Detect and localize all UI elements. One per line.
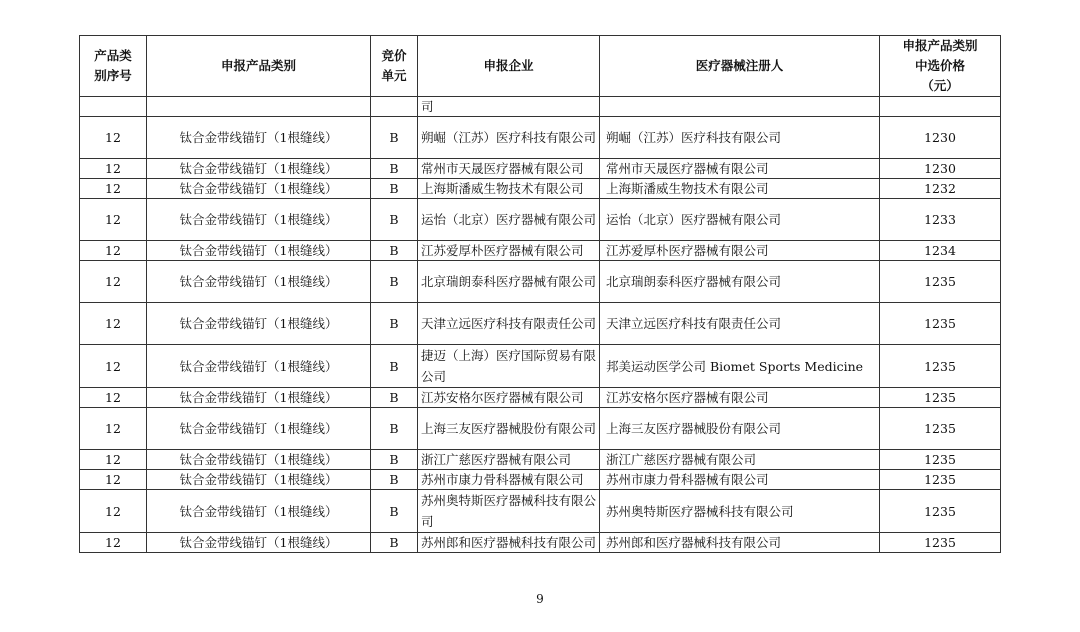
cell-seq: 12 [80,490,147,533]
cell-enterprise: 捷迈（上海）医疗国际贸易有限公司 [418,345,600,388]
cell-unit: B [371,450,418,470]
table-row [80,490,1001,533]
cell-unit: B [371,241,418,261]
cell-registrant: 常州市天晟医疗器械有限公司 [600,159,880,179]
cell-category: 钛合金带线锚钉（1根缝线） [147,490,371,533]
continuation-row [80,97,1001,117]
cell-price: 1234 [880,241,1001,261]
cell-seq: 12 [80,388,147,408]
cell-registrant: 北京瑞朗泰科医疗器械有限公司 [600,261,880,303]
cell-registrant: 苏州市康力骨科器械有限公司 [600,470,880,490]
table-row [80,450,1001,470]
cell-enterprise: 苏州市康力骨科器械有限公司 [418,470,600,490]
results-table [79,35,1001,553]
table-row [80,533,1001,553]
header-price: 申报产品类别中选价格（元） [880,36,1001,97]
header-registrant: 医疗器械注册人 [600,36,880,97]
cell-price: 1235 [880,450,1001,470]
cell-seq: 12 [80,117,147,159]
page-number: 9 [536,592,544,606]
cell-price [880,97,1001,117]
cell-unit: B [371,117,418,159]
cell-unit [371,97,418,117]
cell-enterprise: 苏州郎和医疗器械科技有限公司 [418,533,600,553]
table-row [80,388,1001,408]
cell-registrant [600,97,880,117]
table-row [80,117,1001,159]
cell-enterprise: 司 [418,97,600,117]
cell-seq: 12 [80,159,147,179]
cell-seq [80,97,147,117]
cell-enterprise: 江苏爱厚朴医疗器械有限公司 [418,241,600,261]
header-row [80,36,1001,97]
cell-enterprise: 上海三友医疗器械股份有限公司 [418,408,600,450]
header-unit: 竞价单元 [371,36,418,97]
table-row [80,470,1001,490]
cell-enterprise: 北京瑞朗泰科医疗器械有限公司 [418,261,600,303]
cell-price: 1235 [880,408,1001,450]
cell-seq: 12 [80,345,147,388]
table-row [80,159,1001,179]
cell-category: 钛合金带线锚钉（1根缝线） [147,179,371,199]
cell-unit: B [371,388,418,408]
cell-price: 1230 [880,159,1001,179]
cell-enterprise: 上海斯潘威生物技术有限公司 [418,179,600,199]
cell-seq: 12 [80,261,147,303]
cell-unit: B [371,303,418,345]
cell-category: 钛合金带线锚钉（1根缝线） [147,388,371,408]
cell-unit: B [371,261,418,303]
cell-category: 钛合金带线锚钉（1根缝线） [147,470,371,490]
cell-registrant: 上海斯潘威生物技术有限公司 [600,179,880,199]
cell-enterprise: 常州市天晟医疗器械有限公司 [418,159,600,179]
cell-enterprise: 天津立远医疗科技有限责任公司 [418,303,600,345]
cell-enterprise: 浙江广慈医疗器械有限公司 [418,450,600,470]
cell-registrant: 天津立远医疗科技有限责任公司 [600,303,880,345]
cell-price: 1235 [880,470,1001,490]
cell-registrant: 苏州郎和医疗器械科技有限公司 [600,533,880,553]
cell-unit: B [371,533,418,553]
cell-unit: B [371,199,418,241]
cell-price: 1232 [880,179,1001,199]
table-row [80,179,1001,199]
table-row [80,241,1001,261]
cell-registrant: 邦美运动医学公司 Biomet Sports Medicine [600,345,880,388]
cell-price: 1230 [880,117,1001,159]
cell-enterprise: 江苏安格尔医疗器械有限公司 [418,388,600,408]
cell-unit: B [371,345,418,388]
table-body [80,97,1001,553]
header-seq: 产品类别序号 [80,36,147,97]
cell-enterprise: 运怡（北京）医疗器械有限公司 [418,199,600,241]
cell-registrant: 上海三友医疗器械股份有限公司 [600,408,880,450]
cell-unit: B [371,408,418,450]
cell-category: 钛合金带线锚钉（1根缝线） [147,241,371,261]
cell-category [147,97,371,117]
cell-category: 钛合金带线锚钉（1根缝线） [147,533,371,553]
cell-category: 钛合金带线锚钉（1根缝线） [147,408,371,450]
cell-price: 1235 [880,261,1001,303]
cell-seq: 12 [80,179,147,199]
cell-price: 1233 [880,199,1001,241]
header-enterprise: 申报企业 [418,36,600,97]
table-row [80,408,1001,450]
cell-unit: B [371,470,418,490]
cell-category: 钛合金带线锚钉（1根缝线） [147,159,371,179]
cell-seq: 12 [80,241,147,261]
header-category: 申报产品类别 [147,36,371,97]
cell-registrant: 苏州奥特斯医疗器械科技有限公司 [600,490,880,533]
table-row [80,345,1001,388]
cell-price: 1235 [880,303,1001,345]
table-row [80,199,1001,241]
cell-enterprise: 朔崛（江苏）医疗科技有限公司 [418,117,600,159]
cell-registrant: 朔崛（江苏）医疗科技有限公司 [600,117,880,159]
cell-seq: 12 [80,199,147,241]
cell-category: 钛合金带线锚钉（1根缝线） [147,303,371,345]
cell-price: 1235 [880,345,1001,388]
cell-unit: B [371,179,418,199]
table-row [80,261,1001,303]
cell-category: 钛合金带线锚钉（1根缝线） [147,261,371,303]
cell-registrant: 江苏安格尔医疗器械有限公司 [600,388,880,408]
cell-price: 1235 [880,388,1001,408]
cell-unit: B [371,159,418,179]
cell-price: 1235 [880,533,1001,553]
cell-registrant: 江苏爱厚朴医疗器械有限公司 [600,241,880,261]
cell-price: 1235 [880,490,1001,533]
cell-unit: B [371,490,418,533]
table-row [80,303,1001,345]
cell-seq: 12 [80,533,147,553]
cell-category: 钛合金带线锚钉（1根缝线） [147,199,371,241]
cell-seq: 12 [80,450,147,470]
cell-seq: 12 [80,470,147,490]
cell-registrant: 运怡（北京）医疗器械有限公司 [600,199,880,241]
cell-enterprise: 苏州奥特斯医疗器械科技有限公司 [418,490,600,533]
cell-seq: 12 [80,408,147,450]
cell-category: 钛合金带线锚钉（1根缝线） [147,450,371,470]
cell-registrant: 浙江广慈医疗器械有限公司 [600,450,880,470]
cell-category: 钛合金带线锚钉（1根缝线） [147,117,371,159]
cell-category: 钛合金带线锚钉（1根缝线） [147,345,371,388]
cell-seq: 12 [80,303,147,345]
